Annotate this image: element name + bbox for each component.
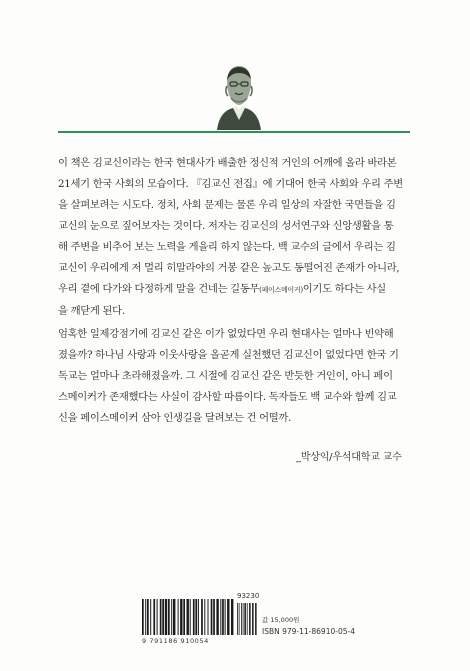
barcode-bar xyxy=(165,599,167,635)
text-line: 교신이 우리에게 저 멀리 히말라야의 거봉 같은 높고도 동떨어진 존재가 아니라, xyxy=(58,262,400,274)
text-line: 교신의 눈으로 짚어보자는 것이다. 저자는 김교신의 성서연구와 신앙생활을 통 xyxy=(58,220,394,232)
text-line: 을 살펴보려는 시도다. 정치, 사회 문제는 물론 우리 일상의 자잘한 국면들을 김 xyxy=(58,199,396,211)
barcode-bar xyxy=(147,599,149,635)
barcode-bar xyxy=(227,599,229,635)
barcode-bar xyxy=(183,599,185,635)
barcode-bar xyxy=(145,599,146,635)
barcode-bar xyxy=(178,599,179,635)
barcode-addon-bar xyxy=(247,603,248,635)
barcode-bar xyxy=(180,599,182,635)
text-fragment: 이기도 하다는 사실 xyxy=(302,283,386,295)
barcode-bar xyxy=(150,599,151,635)
barcode-bar xyxy=(211,599,213,635)
barcode-addon-bar xyxy=(241,603,242,635)
barcode-addon-bar xyxy=(255,603,257,635)
portrait-illustration xyxy=(213,60,265,130)
barcode-bar xyxy=(173,599,175,635)
barcode-addon-bar xyxy=(243,603,244,635)
text-line xyxy=(58,279,414,301)
barcode-bar xyxy=(225,599,226,635)
barcode-bar xyxy=(190,599,191,635)
barcode-digits: 9 791186 910054 xyxy=(142,637,209,645)
barcode-bar xyxy=(208,599,209,635)
barcode-bar xyxy=(216,599,218,635)
annotation-text: (페이스메이커) xyxy=(259,286,303,294)
barcode-bar xyxy=(198,599,199,635)
text-line: 독교는 얼마나 초라해졌을까. 그 시절에 김교신 같은 반듯한 거인이, 아니 페이 xyxy=(58,370,393,382)
addon-code: 93230 xyxy=(237,592,260,600)
barcode-bar xyxy=(193,599,195,635)
barcode-bar xyxy=(201,599,203,635)
text-line: 졌을까? 하나님 사랑과 이웃사랑을 올곧게 실천했던 김교신이 없었다면 한국 기 xyxy=(58,349,399,361)
price-label: 값 15,000원 xyxy=(262,616,300,624)
barcode-bar xyxy=(153,599,155,635)
text-line: 이 책은 김교신이라는 한국 현대사가 배출한 정신적 거인의 어깨에 올라 바라본 xyxy=(58,157,397,169)
barcode-bar xyxy=(157,599,158,635)
barcode-bar xyxy=(142,599,144,635)
text-line: 신을 페이스메이커 삼아 인생길을 달려보는 건 어떨까. xyxy=(58,412,292,424)
barcode-bar xyxy=(171,599,172,635)
barcode-addon-bar xyxy=(249,603,251,635)
barcode-bar xyxy=(220,599,221,635)
text-line: 을 깨닫게 된다. xyxy=(58,305,125,317)
barcode-bar xyxy=(231,599,233,635)
barcode-addon-bar xyxy=(244,603,246,635)
second-paragraph xyxy=(58,324,414,429)
barcode-bar xyxy=(187,599,189,635)
isbn-label: ISBN 979-11-86910-05-4 xyxy=(262,627,355,636)
barcode-bar xyxy=(162,599,164,635)
barcode-bar xyxy=(213,599,215,635)
text-line: 21세기 한국 사회의 모습이다. 『김교신 전집』에 기대어 한국 사회와 우리 주변 xyxy=(58,178,403,190)
barcode-bar xyxy=(160,599,162,635)
text-fragment: 우리 곁에 다가와 다정하게 말을 건네는 길동무 xyxy=(58,283,260,295)
barcode-bar xyxy=(204,599,205,635)
endorsement-signature: _박상익/우석대학교 교수 xyxy=(296,452,402,463)
barcode-addon-bar xyxy=(239,603,240,635)
barcode-bar xyxy=(195,599,197,635)
barcode-addon-bar xyxy=(252,603,254,635)
barcode-bar xyxy=(168,599,170,635)
intro-paragraph xyxy=(58,153,414,322)
text-line: 스메이커가 존재했다는 사실이 감사할 따름이다. 독자들도 백 교수와 함께 김교 xyxy=(58,391,397,403)
text-line: 엄혹한 일제강점기에 김교신 같은 이가 없었다면 우리 현대사는 얼마나 빈약해 xyxy=(58,328,394,340)
barcode-bar xyxy=(222,599,224,635)
text-line: 해 주변을 비추어 보는 노력을 게을리 하지 않는다. 백 교수의 글에서 우리는 김 xyxy=(58,241,396,253)
green-divider xyxy=(58,131,410,133)
barcode-addon-bar xyxy=(237,603,238,635)
